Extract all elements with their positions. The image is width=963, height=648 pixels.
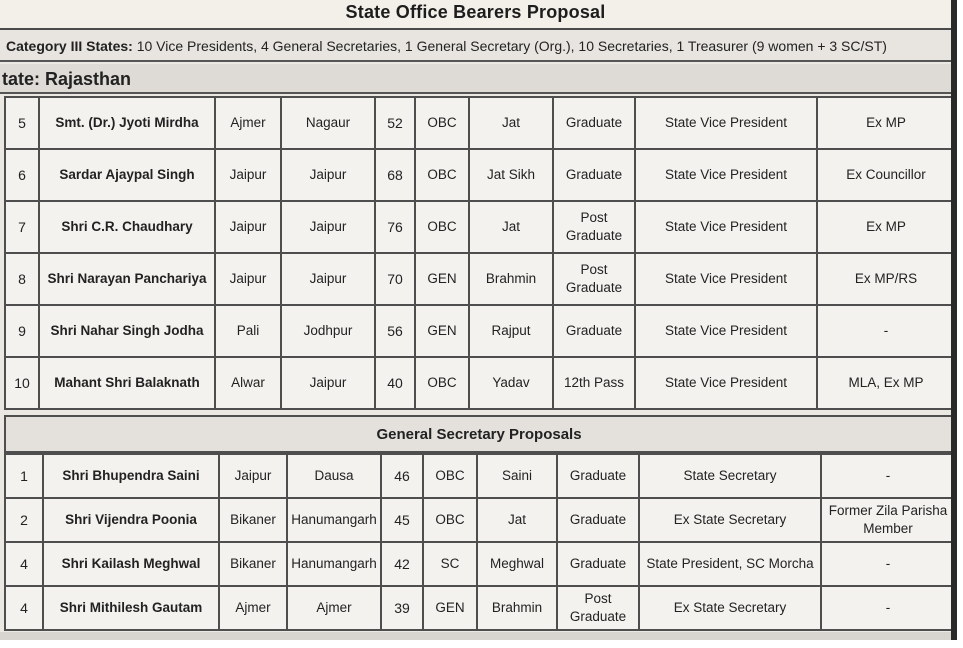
district-cell: Bikaner: [219, 498, 287, 542]
table-row: [5, 357, 955, 409]
position-cell: State Secretary: [639, 454, 821, 498]
page-bottom-edge: [0, 632, 951, 640]
remarks-cell: -: [821, 586, 955, 630]
table-row: [5, 97, 955, 149]
caste-cell: Jat: [469, 201, 553, 253]
caste-cell: Yadav: [469, 357, 553, 409]
table-row: [5, 201, 955, 253]
social-category-cell: OBC: [415, 97, 469, 149]
remarks-cell: -: [821, 454, 955, 498]
name-cell: Smt. (Dr.) Jyoti Mirdha: [39, 97, 215, 149]
district-cell: Jaipur: [219, 454, 287, 498]
constituency-cell: Nagaur: [281, 97, 375, 149]
document-title-bar: [0, 0, 951, 30]
position-cell: Ex State Secretary: [639, 586, 821, 630]
education-cell: Graduate: [553, 305, 635, 357]
age-cell: 76: [375, 201, 415, 253]
education-cell: Graduate: [553, 149, 635, 201]
serial-number-cell: 5: [5, 97, 39, 149]
table-row: [5, 253, 955, 305]
name-cell: Shri Kailash Meghwal: [43, 542, 219, 586]
name-cell: Shri Bhupendra Saini: [43, 454, 219, 498]
position-cell: State Vice President: [635, 253, 817, 305]
social-category-cell: OBC: [423, 454, 477, 498]
position-cell: State Vice President: [635, 201, 817, 253]
general-secretary-table: [4, 453, 956, 631]
education-cell: Graduate: [553, 97, 635, 149]
category-text: 10 Vice Presidents, 4 General Secretaries, 1 General Secretary (Org.), 10 Secretaries, 1 Treasurer (9 women + 3 SC/ST): [136, 38, 887, 54]
constituency-cell: Hanumangarh: [287, 498, 381, 542]
remarks-cell: Ex MP: [817, 201, 955, 253]
vice-president-table: [4, 96, 956, 410]
education-cell: Graduate: [557, 498, 639, 542]
constituency-cell: Jaipur: [281, 149, 375, 201]
position-cell: State Vice President: [635, 149, 817, 201]
age-cell: 42: [381, 542, 423, 586]
social-category-cell: SC: [423, 542, 477, 586]
age-cell: 52: [375, 97, 415, 149]
name-cell: Shri Vijendra Poonia: [43, 498, 219, 542]
document-title: State Office Bearers Proposal: [345, 2, 606, 22]
serial-number-cell: 8: [5, 253, 39, 305]
district-cell: Jaipur: [215, 253, 281, 305]
serial-number-cell: 2: [5, 498, 43, 542]
constituency-cell: Jaipur: [281, 201, 375, 253]
caste-cell: Jat Sikh: [469, 149, 553, 201]
constituency-cell: Dausa: [287, 454, 381, 498]
district-cell: Pali: [215, 305, 281, 357]
constituency-cell: Jaipur: [281, 253, 375, 305]
position-cell: State President, SC Morcha: [639, 542, 821, 586]
table-row: [5, 586, 955, 630]
constituency-cell: Ajmer: [287, 586, 381, 630]
caste-cell: Brahmin: [469, 253, 553, 305]
table-row: [5, 305, 955, 357]
serial-number-cell: 7: [5, 201, 39, 253]
name-cell: Shri C.R. Chaudhary: [39, 201, 215, 253]
name-cell: Sardar Ajaypal Singh: [39, 149, 215, 201]
position-cell: State Vice President: [635, 357, 817, 409]
serial-number-cell: 6: [5, 149, 39, 201]
caste-cell: Saini: [477, 454, 557, 498]
education-cell: Graduate: [557, 542, 639, 586]
age-cell: 68: [375, 149, 415, 201]
district-cell: Jaipur: [215, 201, 281, 253]
remarks-cell: MLA, Ex MP: [817, 357, 955, 409]
serial-number-cell: 10: [5, 357, 39, 409]
social-category-cell: OBC: [415, 149, 469, 201]
category-label: Category III States:: [6, 38, 133, 54]
age-cell: 39: [381, 586, 423, 630]
caste-cell: Jat: [469, 97, 553, 149]
serial-number-cell: 9: [5, 305, 39, 357]
education-cell: Post Graduate: [557, 586, 639, 630]
district-cell: Ajmer: [219, 586, 287, 630]
constituency-cell: Jodhpur: [281, 305, 375, 357]
age-cell: 46: [381, 454, 423, 498]
table-row: [5, 542, 955, 586]
district-cell: Alwar: [215, 357, 281, 409]
district-cell: Jaipur: [215, 149, 281, 201]
caste-cell: Jat: [477, 498, 557, 542]
remarks-cell: Ex MP: [817, 97, 955, 149]
name-cell: Shri Nahar Singh Jodha: [39, 305, 215, 357]
social-category-cell: GEN: [415, 253, 469, 305]
caste-cell: Brahmin: [477, 586, 557, 630]
social-category-cell: OBC: [423, 498, 477, 542]
table-row: [5, 149, 955, 201]
caste-cell: Rajput: [469, 305, 553, 357]
district-cell: Ajmer: [215, 97, 281, 149]
serial-number-cell: 4: [5, 542, 43, 586]
remarks-cell: Ex MP/RS: [817, 253, 955, 305]
social-category-cell: GEN: [415, 305, 469, 357]
table-row: [5, 454, 955, 498]
remarks-cell: -: [821, 542, 955, 586]
remarks-cell: Ex Councillor: [817, 149, 955, 201]
education-cell: Graduate: [557, 454, 639, 498]
constituency-cell: Hanumangarh: [287, 542, 381, 586]
name-cell: Mahant Shri Balaknath: [39, 357, 215, 409]
state-heading: tate: Rajasthan: [0, 64, 951, 94]
position-cell: Ex State Secretary: [639, 498, 821, 542]
serial-number-cell: 1: [5, 454, 43, 498]
education-cell: 12th Pass: [553, 357, 635, 409]
education-cell: Post Graduate: [553, 253, 635, 305]
category-line: [0, 30, 951, 62]
social-category-cell: GEN: [423, 586, 477, 630]
gs-section-heading: General Secretary Proposals: [4, 415, 954, 453]
social-category-cell: OBC: [415, 201, 469, 253]
constituency-cell: Jaipur: [281, 357, 375, 409]
caste-cell: Meghwal: [477, 542, 557, 586]
name-cell: Shri Narayan Panchariya: [39, 253, 215, 305]
social-category-cell: OBC: [415, 357, 469, 409]
education-cell: Post Graduate: [553, 201, 635, 253]
name-cell: Shri Mithilesh Gautam: [43, 586, 219, 630]
age-cell: 56: [375, 305, 415, 357]
serial-number-cell: 4: [5, 586, 43, 630]
district-cell: Bikaner: [219, 542, 287, 586]
position-cell: State Vice President: [635, 97, 817, 149]
table-row: [5, 498, 955, 542]
position-cell: State Vice President: [635, 305, 817, 357]
age-cell: 45: [381, 498, 423, 542]
age-cell: 40: [375, 357, 415, 409]
age-cell: 70: [375, 253, 415, 305]
remarks-cell: -: [817, 305, 955, 357]
remarks-cell: Former Zila Parisha Member: [821, 498, 955, 542]
